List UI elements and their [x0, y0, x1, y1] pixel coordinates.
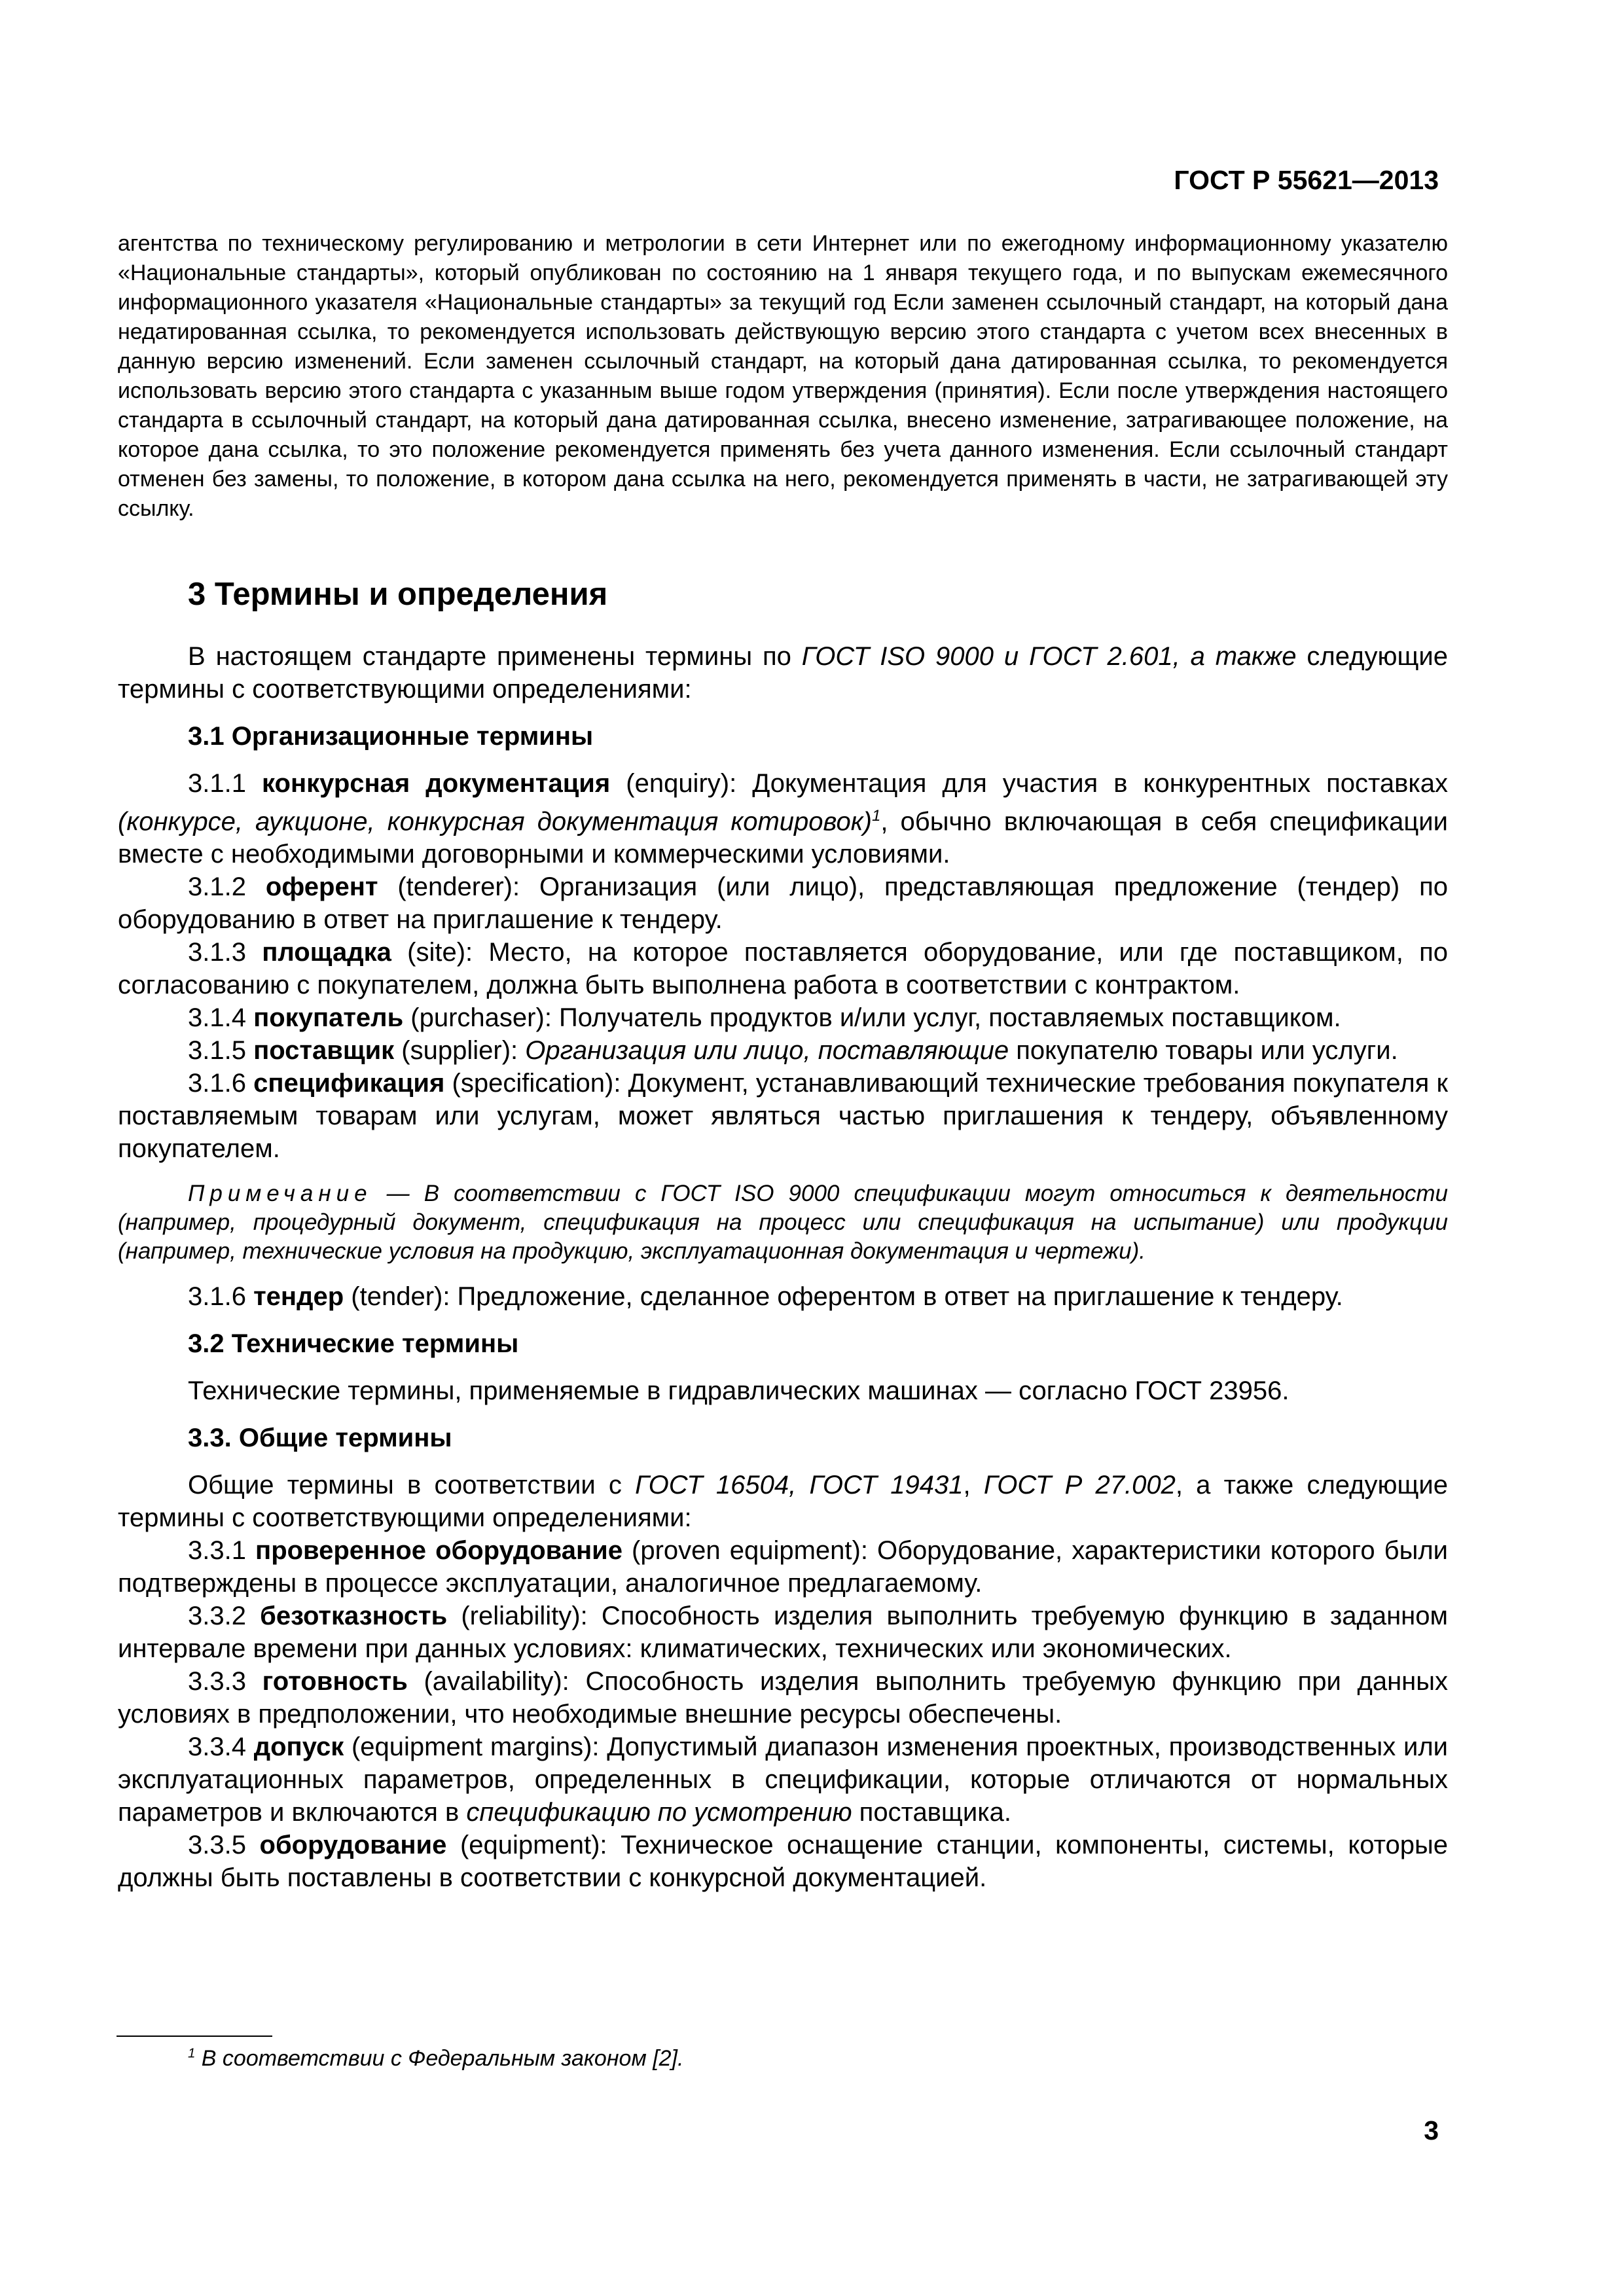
intro-text-b-italic: ГОСТ ISO 9000 и ГОСТ 2.601, а также [801, 642, 1297, 671]
term-text: (purchaser): Получатель продуктов и/или услуг, поставляемых поставщиком. [403, 1003, 1341, 1033]
term-3-1-5 [118, 1034, 1448, 1067]
term-3-1-6 [118, 1067, 1448, 1165]
subsection-3-3-intro [118, 1469, 1448, 1534]
term-number: 3.3.4 [188, 1732, 254, 1762]
term-text: (equipment): Техническое оснащение станции, компоненты, системы, которые должны быть поставлены в соответствии с конкурсной документацией. [118, 1831, 1448, 1893]
intro-text: , а также следующие термины с соответствующими определениями: [118, 1471, 1448, 1533]
footnote-reference: 1 [871, 807, 881, 825]
term-name: площадка [262, 938, 391, 967]
term-text: (enquiry): Документация для участия в конкурентных поставках [610, 769, 1449, 798]
term-text: (availability): Способность изделия выполнить требуемую функцию при данных условиях в предположении, что необходимые внешние ресурсы обеспечены. [118, 1667, 1449, 1729]
document-id-header: ГОСТ Р 55621—2013 [1174, 165, 1439, 195]
term-name: допуск [253, 1732, 344, 1762]
term-number: 3.1.6 [188, 1282, 254, 1312]
term-text: (equipment margins): Допустимый диапазон изменения проектных, производственных или эксплуатационных параметров, определенных в спецификации, которые отличаются от нормальных параметров и включаются в [118, 1732, 1448, 1827]
term-text-italic: спецификацию по усмотрению [466, 1798, 852, 1827]
term-3-1-6-tender [118, 1280, 1448, 1313]
note-label: Примечание [188, 1181, 372, 1207]
intro-text-c: следующие термины с соответствующими определениями: [118, 642, 1448, 704]
footnote-mark: 1 [188, 2046, 196, 2061]
term-3-1-1 [118, 767, 1448, 870]
intro-text: , [963, 1471, 984, 1500]
intro-text-italic: ГОСТ 16504, ГОСТ 19431 [635, 1471, 964, 1500]
term-name: проверенное оборудование [255, 1536, 623, 1566]
term-number: 3.3.1 [188, 1536, 256, 1566]
term-number: 3.1.3 [188, 938, 262, 967]
term-text: поставщика. [852, 1798, 1011, 1827]
term-name: тендер [253, 1282, 344, 1312]
term-3-1-3 [118, 936, 1448, 1001]
term-number: 3.1.6 [188, 1069, 254, 1098]
term-number: 3.1.2 [188, 872, 266, 902]
intro-text-a: В настоящем стандарте применены термины по [188, 642, 802, 671]
term-3-3-5 [118, 1829, 1448, 1894]
term-text: покупателю товары или услуги. [1009, 1036, 1398, 1066]
term-text: (specification): Документ, устанавливающий технические требования покупателя к поставляемым товарам или услугам, может являться частью приглашения к тендеру, объявленному покупателем. [118, 1069, 1448, 1164]
term-3-3-4 [118, 1731, 1448, 1829]
section-3-intro [118, 640, 1448, 706]
section-3-title: 3 Термины и определения [188, 577, 608, 612]
term-name: покупатель [253, 1003, 404, 1033]
term-number: 3.1.4 [188, 1003, 254, 1033]
term-3-1-2 [118, 870, 1448, 936]
term-name: конкурсная документация [262, 769, 611, 798]
term-3-3-2 [118, 1600, 1448, 1665]
term-text: (tenderer): Организация (или лицо), представляющая предложение (тендер) по оборудованию в ответ на приглашение к тендеру. [118, 872, 1449, 935]
term-text: , обычно включающая в себя спецификации вместе с необходимыми договорными и коммерческими условиями. [118, 807, 1448, 869]
term-text: (tender): Предложение, сделанное оферентом в ответ на приглашение к тендеру. [344, 1282, 1343, 1312]
term-number: 3.3.5 [188, 1831, 260, 1860]
term-text: (reliability): Способность изделия выполнить требуемую функцию в заданном интервале времени при данных условиях: климатических, технических или экономических. [118, 1602, 1449, 1664]
term-3-1-4 [118, 1001, 1448, 1034]
term-name: безотказность [260, 1602, 448, 1631]
term-number: 3.1.1 [188, 769, 262, 798]
intro-text-italic: ГОСТ Р 27.002 [983, 1471, 1176, 1500]
term-text-italic: (конкурсе, аукционе, конкурсная документация котировок) [118, 807, 872, 836]
footnote-text: В соответствии с Федеральным законом [2]. [195, 2046, 684, 2071]
note-paragraph [118, 1179, 1448, 1266]
term-3-3-1 [118, 1534, 1448, 1600]
term-number: 3.1.5 [188, 1036, 254, 1066]
term-name: спецификация [253, 1069, 445, 1098]
term-text-italic: Организация или лицо, поставляющие [525, 1036, 1009, 1066]
term-text: (site): Место, на которое поставляется оборудование, или где поставщиком, по согласованию с покупателем, должна быть выполнена работа в соответствии с контрактом. [118, 938, 1449, 1000]
subsection-3-2-heading: 3.2 Технические термины [188, 1329, 519, 1359]
note-text: — В соответствии с ГОСТ ISO 9000 спецификации могут относиться к деятельности (например, процедурный документ, спецификация на процесс или спецификация на испытание) или продукции (например, технические условия на продукцию, эксплуатационная документация и чертежи). [118, 1181, 1448, 1265]
term-name: поставщик [253, 1036, 395, 1066]
intro-paragraph: агентства по техническому регулированию и метрологии в сети Интернет или по ежегодному информационному указателю «Национальные стандарты», который опубликован по состоянию на 1 января текущего года, и по выпускам ежемесячного информационного указателя «Национальные стандарты» за текущий год Если заменен ссылочный стандарт, на который дана недатированная ссылка, то рекомендуется использовать действующую версию этого стандарта с учетом всех внесенных в данную версию изменений. Если заменен ссылочный стандарт, на который дана датированная ссылка, то рекомендуется использовать версию этого стандарта с указанным выше годом утверждения (принятия). Если после утверждения настоящего стандарта в ссылочный стандарт, на который дана датированная ссылка, внесено изменение, затрагивающее положение, на которое дана ссылка, то это положение рекомендуется применять без учета данного изменения. Если ссылочный стандарт отменен без замены, то положение, в котором дана ссылка на него, рекомендуется применять в части, не затрагивающей эту ссылку. [118, 231, 1448, 521]
term-name: готовность [262, 1667, 408, 1696]
intro-text: Общие термины в соответствии с [188, 1471, 636, 1500]
subsection-3-1-heading: 3.1 Организационные термины [188, 722, 594, 751]
page-number: 3 [1424, 2115, 1439, 2145]
subsection-3-2-text: Технические термины, применяемые в гидравлических машинах — согласно ГОСТ 23956. [188, 1376, 1290, 1406]
footnote [188, 2046, 683, 2072]
footnote-divider [117, 2036, 272, 2037]
term-number: 3.3.3 [188, 1667, 262, 1696]
term-text: (proven equipment): Оборудование, характеристики которого были подтверждены в процессе эксплуатации, аналогичное предлагаемому. [118, 1536, 1448, 1598]
subsection-3-3-heading: 3.3. Общие термины [188, 1424, 452, 1453]
term-text: (supplier): [394, 1036, 526, 1066]
term-number: 3.3.2 [188, 1602, 261, 1631]
term-name: оборудование [259, 1831, 447, 1860]
section-3-body [118, 640, 1448, 1894]
term-3-3-3 [118, 1665, 1448, 1731]
term-name: оферент [265, 872, 378, 902]
